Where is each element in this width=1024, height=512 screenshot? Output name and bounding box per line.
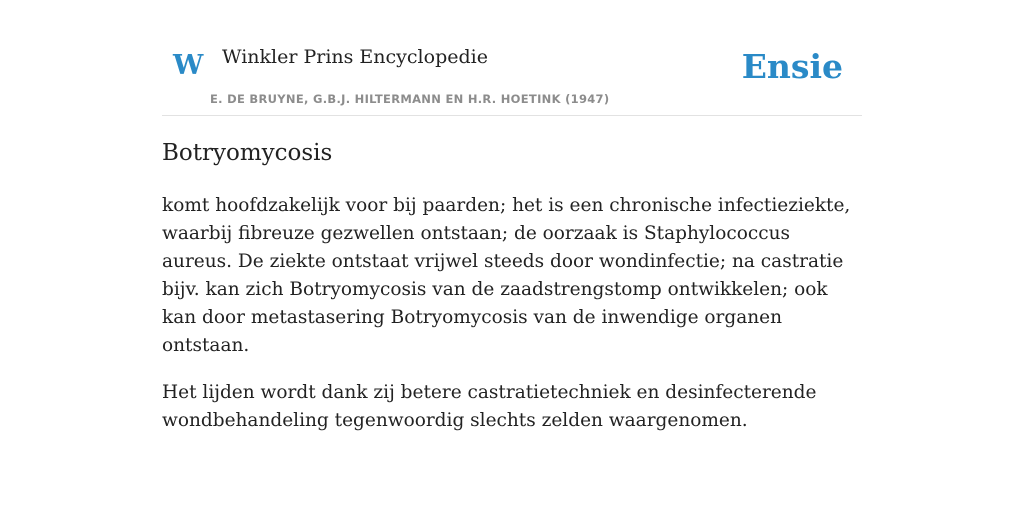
article-paragraph: Het lijden wordt dank zij betere castratietechniek en desinfecterende wondbehandeling tegenwoordig slechts zelden waargenomen.	[162, 381, 817, 431]
article-paragraph: komt hoofdzakelijk voor bij paarden; het is een chronische infectieziekte, waarbij fibreuze gezwellen ontstaan; de oorzaak is Staphylococcus aureus. De ziekte ontstaat vrijwel steeds door wondinfectie; na castratie bijv. kan zich Botryomycosis van de zaadstrengstomp ontwikkelen; ook kan door metastasering Botryomycosis van de inwendige organen ontstaan.	[162, 194, 851, 356]
source-header	[162, 38, 862, 116]
source-title[interactable]: Winkler Prins Encyclopedie	[222, 46, 488, 68]
source-logo[interactable]: W	[173, 50, 204, 81]
article-title: Botryomycosis	[162, 140, 333, 166]
article	[162, 140, 862, 454]
source-authors: E. DE BRUYNE, G.B.J. HILTERMANN EN H.R. HOETINK (1947)	[210, 92, 610, 106]
ensie-logo[interactable]: Ensie	[741, 47, 843, 86]
